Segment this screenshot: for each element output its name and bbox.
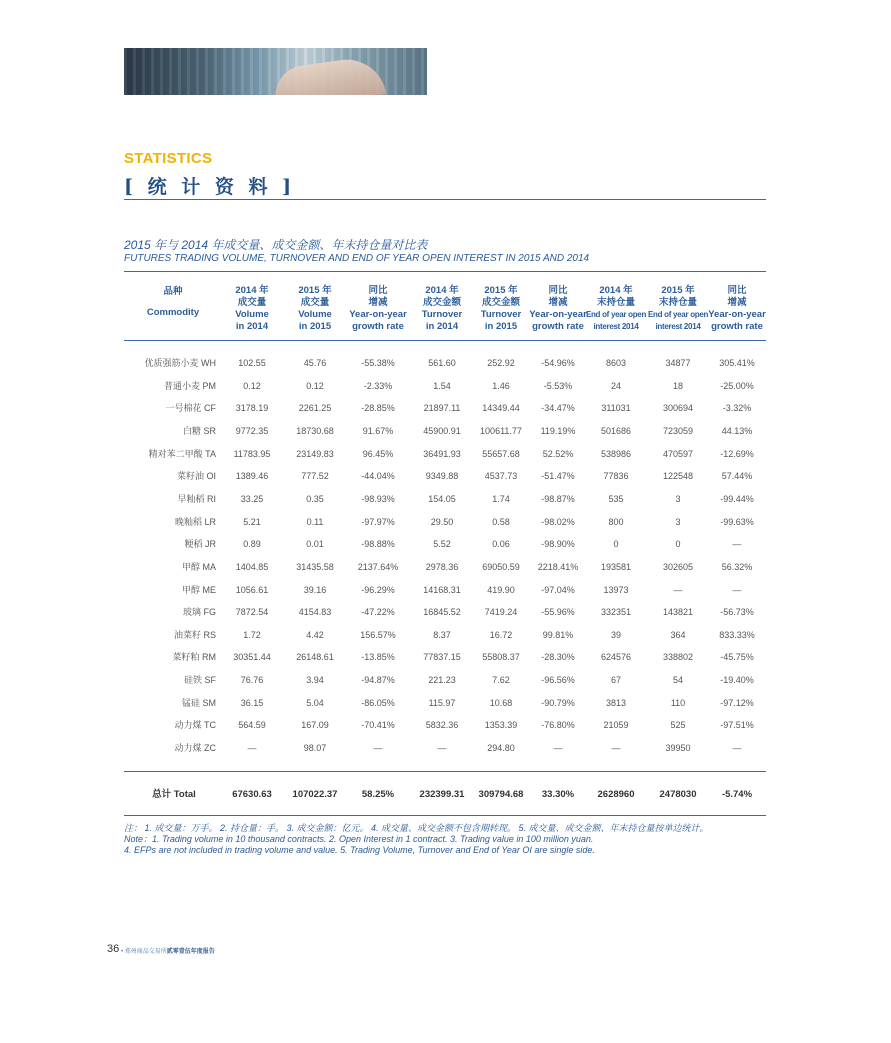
table-cell: -97.04% (541, 584, 575, 595)
table-cell: 8603 (605, 358, 627, 368)
table-cell: 3178.19 (235, 403, 269, 414)
commodity-name: 甲醇 MA (181, 561, 216, 572)
table-cell: 833.33% (719, 629, 755, 640)
table-row (124, 444, 766, 464)
column-header (284, 285, 346, 333)
table-top-rule (124, 271, 766, 272)
table-cell: -2.33% (363, 380, 393, 391)
table-cell: 143821 (662, 607, 694, 618)
table-cell: 54 (672, 675, 683, 686)
table-row (124, 421, 766, 441)
header-photo (124, 48, 427, 95)
table-cell: -55.96% (541, 607, 575, 618)
commodity-name: 甲醇 ME (181, 584, 216, 595)
table-cell: 1.54 (433, 380, 451, 391)
table-notes (124, 823, 709, 856)
table-cell: 3 (675, 493, 681, 504)
table-cell: 1.46 (492, 380, 510, 391)
table-cell: -56.73% (720, 607, 754, 618)
commodity-name: 精对苯二甲酸 TA (148, 448, 216, 459)
total-cell: 2478030 (659, 789, 697, 800)
table-cell: -97.97% (361, 516, 395, 527)
table-cell: 110 (670, 697, 686, 708)
section-title-cn: [ 统 计 资 料 ] (124, 176, 296, 198)
table-row (124, 376, 766, 396)
table-cell: -55.38% (361, 358, 395, 368)
table-cell: 11783.95 (233, 448, 271, 459)
column-header-line: Commodity (146, 307, 200, 318)
column-header-line: 2014 年 (235, 285, 269, 296)
table-row (124, 534, 766, 554)
table-cell: 91.67% (362, 425, 394, 436)
page-number: 36 (107, 943, 120, 955)
table-cell: 24 (610, 380, 621, 391)
table-cell: — (732, 584, 742, 595)
table-cell: — (732, 539, 742, 550)
commodity-name: 菜籽粕 RM (172, 652, 216, 663)
table-title-en: FUTURES TRADING VOLUME, TURNOVER AND END OF YEAR OPEN INTEREST IN 2015 AND 2014 (124, 253, 590, 264)
column-header-line: Year-on-year (529, 309, 587, 320)
table-cell: — (373, 743, 383, 754)
table-cell: 4537.73 (484, 471, 518, 482)
table-cell: -44.04% (361, 471, 395, 482)
table-cell: 167.09 (301, 720, 329, 731)
table-row (124, 715, 766, 735)
table-cell: -98.88% (361, 539, 395, 550)
table-cell: 1404.85 (235, 561, 269, 572)
table-cell: -12.69% (720, 448, 754, 459)
column-header-line: in 2015 (298, 321, 332, 332)
column-header-line: in 2014 (425, 321, 459, 332)
table-cell: 2218.41% (537, 561, 579, 572)
table-cell: 5.04 (306, 697, 324, 708)
note-line: 注： 1. 成交量：万手。 2. 持仓量：手。 3. 成交金额：亿元。 4. 成交量、成交金额不包含期转现。 5. 成交量、成交金额、年末持仓量按单边统计。 (124, 823, 709, 833)
commodity-name: 锰硅 SM (181, 697, 216, 708)
table-cell: 0.11 (306, 516, 324, 527)
table-cell: -45.75% (720, 652, 754, 663)
table-cell: 294.80 (487, 743, 515, 754)
table-cell: 0 (675, 539, 681, 550)
table-cell: -96.29% (361, 584, 395, 595)
column-header-line: Volume (235, 309, 269, 320)
table-cell: 7.62 (492, 675, 510, 686)
commodity-name: 普通小麦 PM (163, 380, 216, 391)
table-cell: -54.96% (541, 358, 575, 368)
column-header-line: interest 2014 (593, 322, 639, 331)
table-cell: 52.52% (542, 448, 574, 459)
total-cell: 2628960 (597, 789, 635, 800)
table-cell: 7872.54 (235, 607, 269, 618)
column-header (221, 285, 283, 333)
table-cell: 122548 (662, 471, 694, 482)
table-cell: -98.87% (541, 493, 575, 504)
table-cell: 34877 (665, 358, 691, 368)
table-cell: 119.19% (540, 425, 576, 436)
table-cell: 338802 (662, 652, 694, 663)
table-cell: 98.07 (303, 743, 327, 754)
table-cell: -70.41% (361, 720, 395, 731)
total-cell: 33.30% (541, 789, 575, 800)
column-header (707, 285, 767, 333)
table-cell: -86.05% (361, 697, 395, 708)
column-header-line: End of year open (585, 310, 647, 319)
table-cell: 56.32% (721, 561, 753, 572)
table-cell: 100611.77 (480, 425, 522, 436)
table-cell: 193581 (600, 561, 632, 572)
table-cell: -98.93% (361, 493, 395, 504)
table-cell: -94.87% (361, 675, 395, 686)
table-cell: 30351.44 (233, 652, 271, 663)
column-header-line: 成交金额 (481, 297, 520, 308)
column-header-line: Year-on-year (708, 309, 766, 320)
table-row (124, 557, 766, 577)
total-cell: 309794.68 (478, 789, 524, 800)
table-cell: — (673, 584, 683, 595)
total-bottom-rule (124, 815, 766, 816)
table-cell: 45900.91 (423, 425, 461, 436)
table-cell: 1.74 (492, 493, 510, 504)
table-cell: 0.58 (492, 516, 510, 527)
commodity-name: 一号棉花 CF (165, 403, 216, 414)
column-header-line: 同比 (727, 285, 747, 296)
table-cell: 0.12 (243, 380, 261, 391)
column-header-line: in 2015 (484, 321, 518, 332)
table-cell: 9349.88 (425, 471, 459, 482)
table-cell: 14168.31 (423, 584, 461, 595)
table-cell: 36.15 (240, 697, 264, 708)
table-cell: -34.47% (541, 403, 575, 414)
table-cell: — (247, 743, 257, 754)
table-row (124, 670, 766, 690)
table-row (124, 353, 766, 373)
column-header-line: 成交量 (300, 297, 330, 308)
table-cell: 33.25 (240, 493, 264, 504)
table-cell: — (611, 743, 621, 754)
column-header (124, 285, 222, 333)
total-top-rule (124, 771, 766, 772)
total-cell: 58.25% (361, 789, 395, 800)
table-cell: 2261.25 (298, 403, 332, 414)
table-cell: 800 (608, 516, 624, 527)
table-cell: 7419.24 (484, 607, 518, 618)
table-cell: 3.94 (306, 675, 324, 686)
commodity-name: 油菜籽 RS (173, 629, 216, 640)
commodity-name: 粳稻 JR (184, 539, 216, 550)
commodity-name: 早籼稻 RI (177, 493, 216, 504)
table-cell: 23149.83 (296, 448, 334, 459)
column-header-line: growth rate (711, 321, 763, 332)
table-cell: 419.90 (487, 584, 515, 595)
table-cell: 364 (670, 629, 686, 640)
total-label: 总计 Total (152, 789, 196, 800)
table-cell: -99.63% (720, 516, 754, 527)
column-header-line: Volume (298, 309, 332, 320)
table-cell: 564.59 (238, 720, 266, 731)
column-header-line: 成交量 (237, 297, 267, 308)
table-cell: -99.44% (720, 493, 754, 504)
table-cell: 21897.11 (423, 403, 461, 414)
table-cell: 305.41% (719, 358, 755, 368)
table-cell: 2137.64% (357, 561, 399, 572)
column-header (648, 285, 708, 333)
column-header-line: 2015 年 (484, 285, 518, 296)
column-header-line (124, 298, 222, 306)
column-header (471, 285, 531, 333)
header-rule (124, 340, 766, 341)
column-header (528, 285, 588, 333)
total-cell: 67630.63 (232, 789, 272, 800)
column-header-line: End of year open (648, 310, 709, 319)
table-cell: 3813 (605, 697, 627, 708)
table-cell: 535 (608, 493, 624, 504)
column-header-line: 2014 年 (599, 285, 633, 296)
table-cell: -98.90% (541, 539, 575, 550)
footer-text (121, 946, 215, 955)
commodity-name: 优质强筋小麦 WH (144, 358, 216, 368)
table-cell: 538986 (600, 448, 632, 459)
table-cell: -13.85% (361, 652, 395, 663)
table-cell: 311031 (601, 403, 631, 414)
table-cell: -76.80% (541, 720, 575, 731)
table-cell: 10.68 (489, 697, 513, 708)
table-cell: — (732, 743, 742, 754)
table-cell: 44.13% (721, 425, 753, 436)
table-cell: 252.92 (487, 358, 515, 368)
table-cell: 115.97 (428, 697, 456, 708)
section-title-en: STATISTICS (124, 150, 213, 167)
table-cell: 300694 (662, 403, 694, 414)
table-cell: 0.12 (306, 380, 324, 391)
table-cell: 0.35 (306, 493, 324, 504)
column-header-line: 2015 年 (298, 285, 332, 296)
total-cell: 107022.37 (292, 789, 338, 800)
table-row (124, 580, 766, 600)
column-header-line: 2014 年 (425, 285, 459, 296)
table-cell: 77837.15 (423, 652, 461, 663)
table-cell: -28.30% (541, 652, 575, 663)
total-row (124, 785, 766, 805)
table-cell: 76.76 (240, 675, 264, 686)
column-header-line: 2015 年 (661, 285, 695, 296)
table-cell: -3.32% (722, 403, 752, 414)
note-line: 4. EFPs are not included in trading volume and value. 5. Trading Volume, Turnover and End of Year OI are single side. (124, 845, 595, 855)
table-cell: 2978.36 (425, 561, 459, 572)
table-cell: 0 (613, 539, 619, 550)
table-cell: 69050.59 (482, 561, 520, 572)
table-cell: 31435.58 (296, 561, 334, 572)
column-header-line: 末持仓量 (596, 297, 635, 308)
table-cell: 1056.61 (235, 584, 269, 595)
table-cell: 21059 (603, 720, 629, 731)
commodity-name: 菜籽油 OI (176, 471, 216, 482)
table-cell: 525 (670, 720, 686, 731)
table-cell: 39950 (665, 743, 691, 754)
table-cell: 154.05 (428, 493, 456, 504)
table-cell: 0.06 (492, 539, 510, 550)
column-header-line: growth rate (532, 321, 584, 332)
column-header-line: Turnover (480, 309, 522, 320)
table-cell: 18 (672, 380, 683, 391)
column-header (346, 285, 410, 333)
footer-exchange: • 郑州商品交易所 (121, 949, 167, 955)
table-cell: -5.53% (543, 380, 573, 391)
table-cell: 5832.36 (425, 720, 459, 731)
column-header-line: in 2014 (235, 321, 269, 332)
table-cell: -97.12% (720, 697, 754, 708)
table-cell: 55657.68 (482, 448, 520, 459)
table-cell: -19.40% (720, 675, 754, 686)
table-cell: 470597 (662, 448, 694, 459)
table-cell: 39 (610, 629, 621, 640)
table-row (124, 625, 766, 645)
column-header-line: 末持仓量 (658, 297, 697, 308)
table-cell: 723059 (662, 425, 694, 436)
commodity-name: 动力煤 TC (174, 720, 216, 731)
table-cell: 501686 (600, 425, 632, 436)
table-cell: 57.44% (721, 471, 753, 482)
table-cell: -90.79% (541, 697, 575, 708)
column-header-line: Year-on-year (349, 309, 407, 320)
table-cell: 0.89 (243, 539, 261, 550)
table-cell: 14349.44 (482, 403, 520, 414)
table-row (124, 738, 766, 758)
table-cell: 1.72 (243, 629, 261, 640)
table-cell: 16.72 (489, 629, 513, 640)
table-cell: 13973 (603, 584, 629, 595)
commodity-name: 玻璃 FG (183, 607, 216, 618)
table-cell: 0.01 (306, 539, 324, 550)
column-header-line: 同比 (548, 285, 568, 296)
commodity-name: 晚籼稻 LR (174, 516, 216, 527)
column-header-line: Turnover (421, 309, 463, 320)
table-cell: -47.22% (361, 607, 395, 618)
table-cell: 1389.46 (235, 471, 269, 482)
table-row (124, 466, 766, 486)
table-cell: 67 (610, 675, 621, 686)
commodity-name: 白糖 SR (182, 425, 216, 436)
commodity-name: 硅铁 SF (183, 675, 216, 686)
note-line: Note：1. Trading volume in 10 thousand contracts. 2. Open Interest in 1 contract. 3. Trading value in 100 million yuan. (124, 834, 594, 844)
commodity-name: 动力煤 ZC (174, 743, 216, 754)
table-cell: — (437, 743, 447, 754)
table-cell: 561.60 (428, 358, 456, 368)
table-cell: -28.85% (361, 403, 395, 414)
column-header-line: 增减 (727, 297, 747, 308)
table-cell: -51.47% (541, 471, 575, 482)
table-cell: 5.21 (243, 516, 261, 527)
column-header-line: 同比 (368, 285, 388, 296)
table-cell: 96.45% (362, 448, 394, 459)
table-cell: 4.42 (306, 629, 324, 640)
table-cell: -25.00% (720, 380, 754, 391)
table-cell: 1353.39 (484, 720, 518, 731)
table-row (124, 647, 766, 667)
total-cell: 232399.31 (419, 789, 465, 800)
table-cell: 156.57% (360, 629, 396, 640)
table-cell: -96.56% (541, 675, 575, 686)
column-header-line: 成交金额 (422, 297, 461, 308)
table-cell: 29.50 (430, 516, 454, 527)
table-cell: 5.52 (433, 539, 451, 550)
table-cell: 4154.83 (298, 607, 332, 618)
table-cell: 26148.61 (296, 652, 334, 663)
table-cell: 9772.35 (235, 425, 269, 436)
table-row (124, 398, 766, 418)
column-header-line: 增减 (548, 297, 568, 308)
table-cell: -98.02% (541, 516, 575, 527)
table-cell: 99.81% (542, 629, 574, 640)
table-cell: -97.51% (720, 720, 754, 731)
table-cell: 55808.37 (482, 652, 520, 663)
column-header-line: 品种 (163, 286, 183, 297)
table-cell: 332351 (600, 607, 632, 618)
table-row (124, 602, 766, 622)
table-cell: 221.23 (428, 675, 456, 686)
section-divider (124, 199, 766, 200)
column-header-line: interest 2014 (655, 322, 701, 331)
table-cell: 302605 (662, 561, 694, 572)
table-row (124, 489, 766, 509)
table-cell: 624576 (600, 652, 632, 663)
footer-report: 贰零壹伍年度报告 (166, 949, 215, 955)
column-header-line: growth rate (352, 321, 404, 332)
column-header (585, 285, 647, 333)
table-row (124, 512, 766, 532)
table-row (124, 693, 766, 713)
table-cell: 3 (675, 516, 681, 527)
column-header-line: 增减 (368, 297, 388, 308)
column-header (410, 285, 474, 333)
table-cell: 39.16 (303, 584, 327, 595)
table-cell: — (553, 743, 563, 754)
table-cell: 77836 (603, 471, 629, 482)
table-cell: 777.52 (301, 471, 329, 482)
table-cell: 16845.52 (423, 607, 461, 618)
table-cell: 18730.68 (296, 425, 334, 436)
table-cell: 8.37 (433, 629, 451, 640)
total-cell: -5.74% (721, 789, 753, 800)
table-cell: 45.76 (303, 358, 327, 368)
table-cell: 36491.93 (423, 448, 461, 459)
table-title-cn: 2015 年与 2014 年成交量、成交金额、年末持仓量对比表 (124, 238, 428, 252)
table-cell: 102.55 (238, 358, 266, 368)
